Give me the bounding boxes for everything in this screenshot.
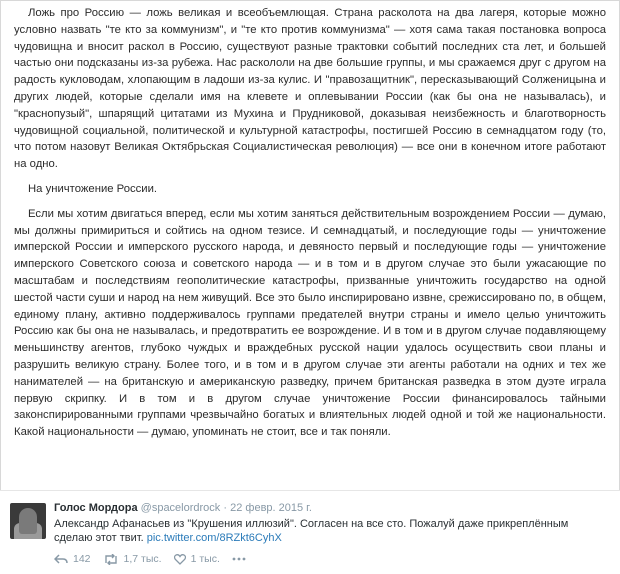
tweet-header <box>54 502 312 514</box>
more-icon <box>232 557 246 561</box>
reply-count: 142 <box>73 553 91 565</box>
tweet-date[interactable]: 22 февр. 2015 г. <box>230 502 312 514</box>
reply-icon <box>54 554 68 565</box>
article-paragraph-2: На уничтожение России. <box>28 182 158 195</box>
tweet-text <box>54 517 594 545</box>
tweet-author-name[interactable]: Голос Мордора <box>54 502 138 514</box>
article-paragraph-1: Ложь про Россию — ложь великая и всеобъемлющая. Страна расколота на два лагеря, которые можно условно назвать "те кто за коммунизм", и "те кто против коммунизма" — хотя сама такая постановка вопроса чудовищна и вносит раскол в Россию, существуют разные трактовки событий последних ста лет, и большей частью они подсказаны из-за рубежа. Нас раскололи на две большие группы, и мы сражаемся друг с другом на радость кукловодам, хлопающим в ладоши из-за кулис. И "правозащитник", пересказывающий Солженицына и других людей, которые сделали имя на клевете и оплевывании России (как бы она не называлась), и "краснопузый", шпарящий цитатами из Мухина и Прудниковой, доказывая неизбежность и благотворность чудовищной социальной, политической и культурной катастрофы, постигшей Россию в семнадцатом году (то, что потом назовут Великая Октябрьская Социалистическая революция) — все они в конечном итоге работают на одно. <box>14 7 606 171</box>
article-paragraph-3: Если мы хотим двигаться вперед, если мы хотим заняться действительным возрождением России — думаю, мы должны примириться и сойтись на одном тезисе. И семнадцатый, и последующие годы — уничтожение имперской России и имперского русского народа, и девяносто первый и последующие годы — уничтожение имперского Советского союза и советского народа — и в том и в другом случае это были ужасающие по масштабам и последствиям геополитические катастрофы, призванные уничтожить государство на одной шестой части суши и народ на нем живущий. Все это было инспирировано извне, срежиссировано по, в общем, единому плану, активно поддерживалось группами предателей внутри страны и имело целью уничтожить Россию как бы она не называлась, и предотвратить ее возрождение. И в том и в другом случае подавляющему меньшинству агентов, глубоко чуждых и враждебных русской нации удалось осуществить свои планы и разрушить великую страну. Более того, и в том и в другом случае эти агенты работали на одних и тех же нанимателей — на британскую и американскую разведку, причем британская разведка в этом дуэте играла первую скрипку. И в том и в другом случае уничтожение России финансировалось тайными законспирированными группами чрезвычайно богатых и влиятельных людей одной и той же национальности. Какой национальности — думаю, упоминать не стоит, все и так поняли. <box>14 207 606 439</box>
tweet-author-handle[interactable]: @spacelordrock <box>140 502 221 514</box>
more-options-button[interactable] <box>232 557 251 561</box>
retweet-button[interactable] <box>103 553 162 565</box>
tweet-media-link[interactable]: pic.twitter.com/8RZkt6CyhX <box>146 532 282 544</box>
retweet-count: 1,7 тыс. <box>123 553 162 565</box>
like-button[interactable] <box>174 553 220 565</box>
article-text <box>14 5 606 441</box>
tweet-actions <box>54 553 263 565</box>
reply-button[interactable] <box>54 553 91 565</box>
embedded-tweet[interactable] <box>0 491 620 574</box>
avatar[interactable] <box>10 503 46 539</box>
heart-icon <box>174 554 186 565</box>
retweet-icon <box>103 554 119 565</box>
tweet-text-content: Александр Афанасьев из "Крушения иллюзий". Согласен на все сто. Пожалуй даже прикреплённым сделаю этот твит. <box>54 518 569 544</box>
tweet-separator: · <box>223 502 228 514</box>
like-count: 1 тыс. <box>190 553 220 565</box>
